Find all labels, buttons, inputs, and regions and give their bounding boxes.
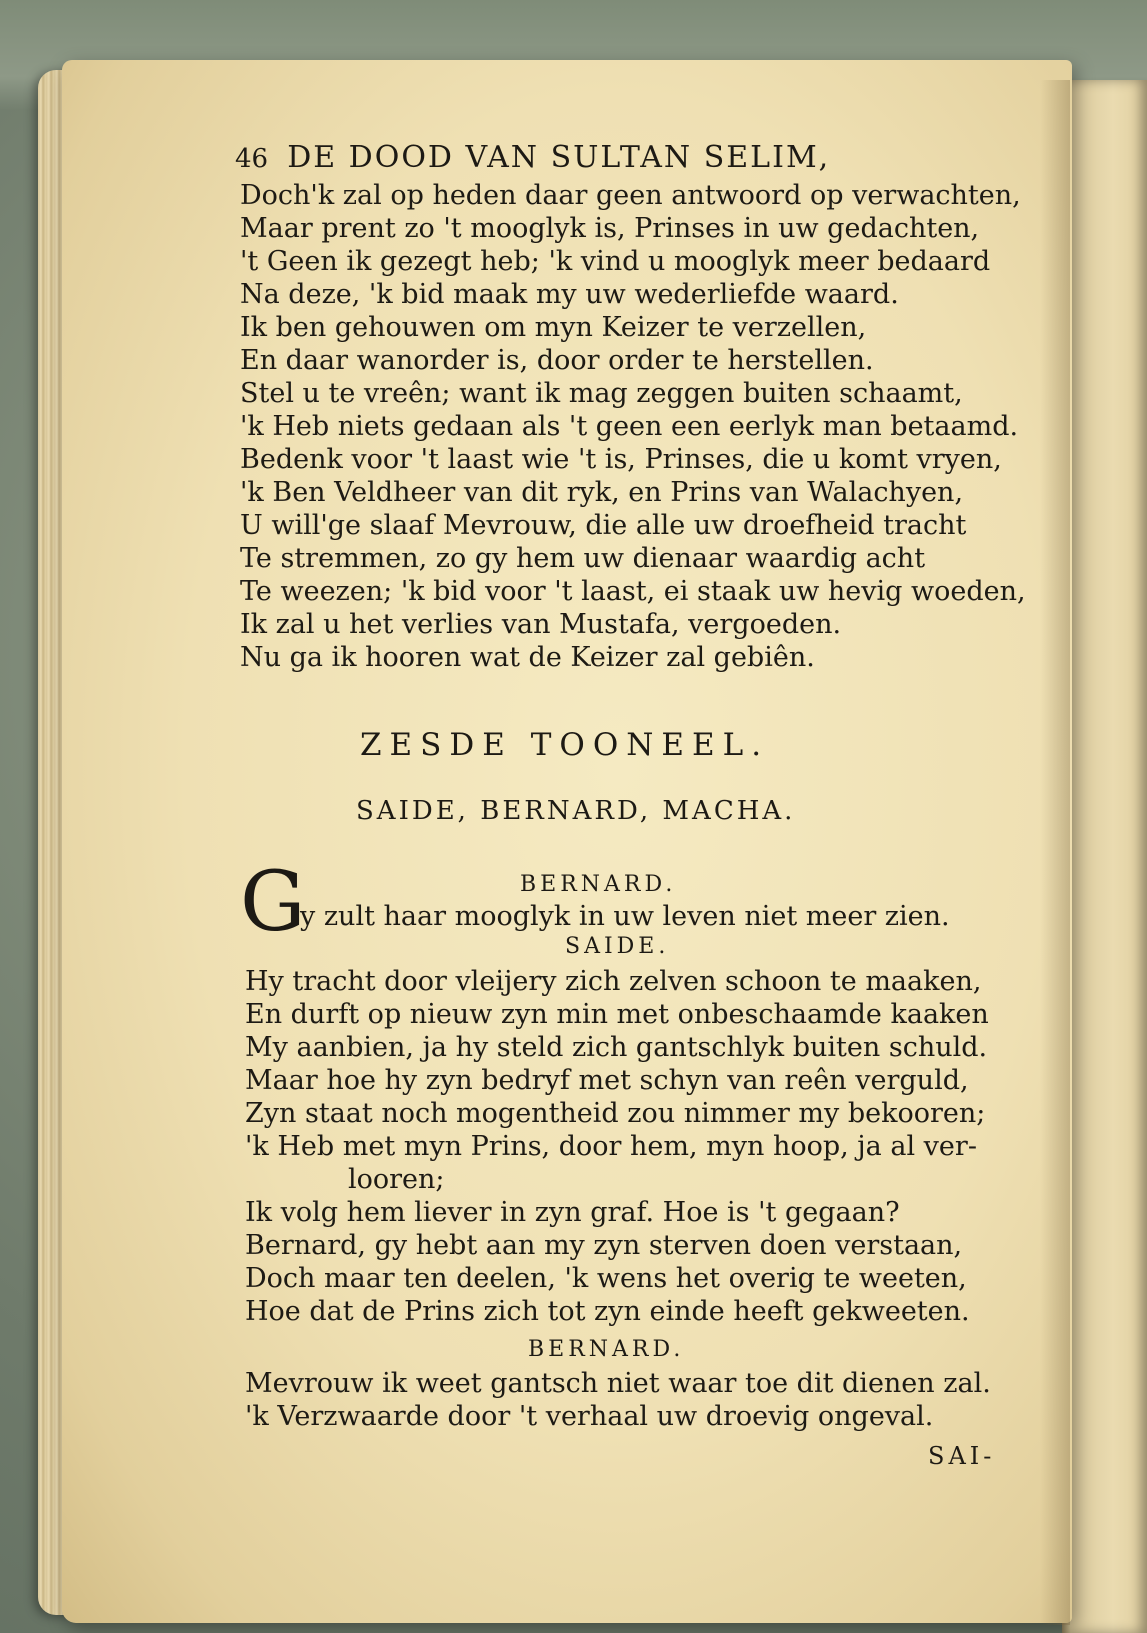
scene-cast: SAIDE, BERNARD, MACHA. <box>356 796 796 826</box>
verse-line: Bernard, gy hebt aan my zyn sterven doen verstaan, <box>245 1230 963 1261</box>
verse-line: Stel u te vreên; want ik mag zeggen buiten schaamt, <box>240 378 963 409</box>
verse-line: 'k Heb met myn Prins, door hem, myn hoop, ja al ver- <box>245 1131 977 1162</box>
verse-line: Hy tracht door vleijery zich zelven schoon te maaken, <box>245 966 982 997</box>
verse-line: Doch'k zal op heden daar geen antwoord op verwachten, <box>240 180 1021 211</box>
verse-line: Ik zal u het verlies van Mustafa, vergoeden. <box>240 609 842 640</box>
speaker-name: BERNARD. <box>528 1337 685 1362</box>
verse-line: y zult haar mooglyk in uw leven niet meer zien. <box>300 901 950 932</box>
verse-line: Nu ga ik hooren wat de Keizer zal gebiên. <box>240 642 815 673</box>
verse-line: My aanbien, ja hy steld zich gantschlyk buiten schuld. <box>245 1032 988 1063</box>
verse-line: Bedenk voor 't laast wie 't is, Prinses, die u komt vryen, <box>240 444 1002 475</box>
scene-title: ZESDE TOONEEL. <box>360 727 770 763</box>
verse-line: 'k Verzwaarde door 't verhaal uw droevig ongeval. <box>245 1401 934 1432</box>
drop-cap: G <box>240 855 306 950</box>
verse-line: Maar prent zo 't mooglyk is, Prinses in uw gedachten, <box>240 213 980 244</box>
verse-line: En daar wanorder is, door order te herstellen. <box>240 345 874 376</box>
verse-line: Doch maar ten deelen, 'k wens het overig te weeten, <box>245 1263 967 1294</box>
verse-line: 'k Heb niets gedaan als 't geen een eerlyk man betaamd. <box>240 411 1019 442</box>
running-head-title: DE DOOD VAN SULTAN SELIM, <box>287 140 831 175</box>
verse-line: Te stremmen, zo gy hem uw dienaar waardig acht <box>240 543 926 574</box>
verse-line: 'k Ben Veldheer van dit ryk, en Prins van Walachyen, <box>240 477 964 508</box>
verse-line: U will'ge slaaf Mevrouw, die alle uw droefheid tracht <box>240 510 967 541</box>
catchword: SAI- <box>928 1442 996 1470</box>
verse-line: Mevrouw ik weet gantsch niet waar toe dit dienen zal. <box>245 1368 991 1399</box>
page-number: 46 <box>235 144 269 174</box>
verse-line: Hoe dat de Prins zich tot zyn einde heeft gekweeten. <box>245 1296 970 1327</box>
verse-line: Te weezen; 'k bid voor 't laast, ei staak uw hevig woeden, <box>240 576 1026 607</box>
verse-line: Zyn staat noch mogentheid zou nimmer my bekooren; <box>245 1098 986 1129</box>
verse-line: Maar hoe hy zyn bedryf met schyn van reên verguld, <box>245 1065 969 1096</box>
verse-line: Ik ben gehouwen om myn Keizer te verzellen, <box>240 312 867 343</box>
verse-line: En durft op nieuw zyn min met onbeschaamde kaaken <box>245 999 989 1030</box>
verse-line: 't Geen ik gezegt heb; 'k vind u mooglyk meer bedaard <box>240 246 991 277</box>
verse-line-continuation: looren; <box>348 1164 445 1195</box>
running-header <box>235 140 830 175</box>
verse-line: Na deze, 'k bid maak my uw wederliefde waard. <box>240 279 899 310</box>
verse-line: Ik volg hem liever in zyn graf. Hoe is 't gegaan? <box>245 1197 900 1228</box>
speaker-name: BERNARD. <box>520 872 677 897</box>
speaker-name: SAIDE. <box>565 934 670 959</box>
